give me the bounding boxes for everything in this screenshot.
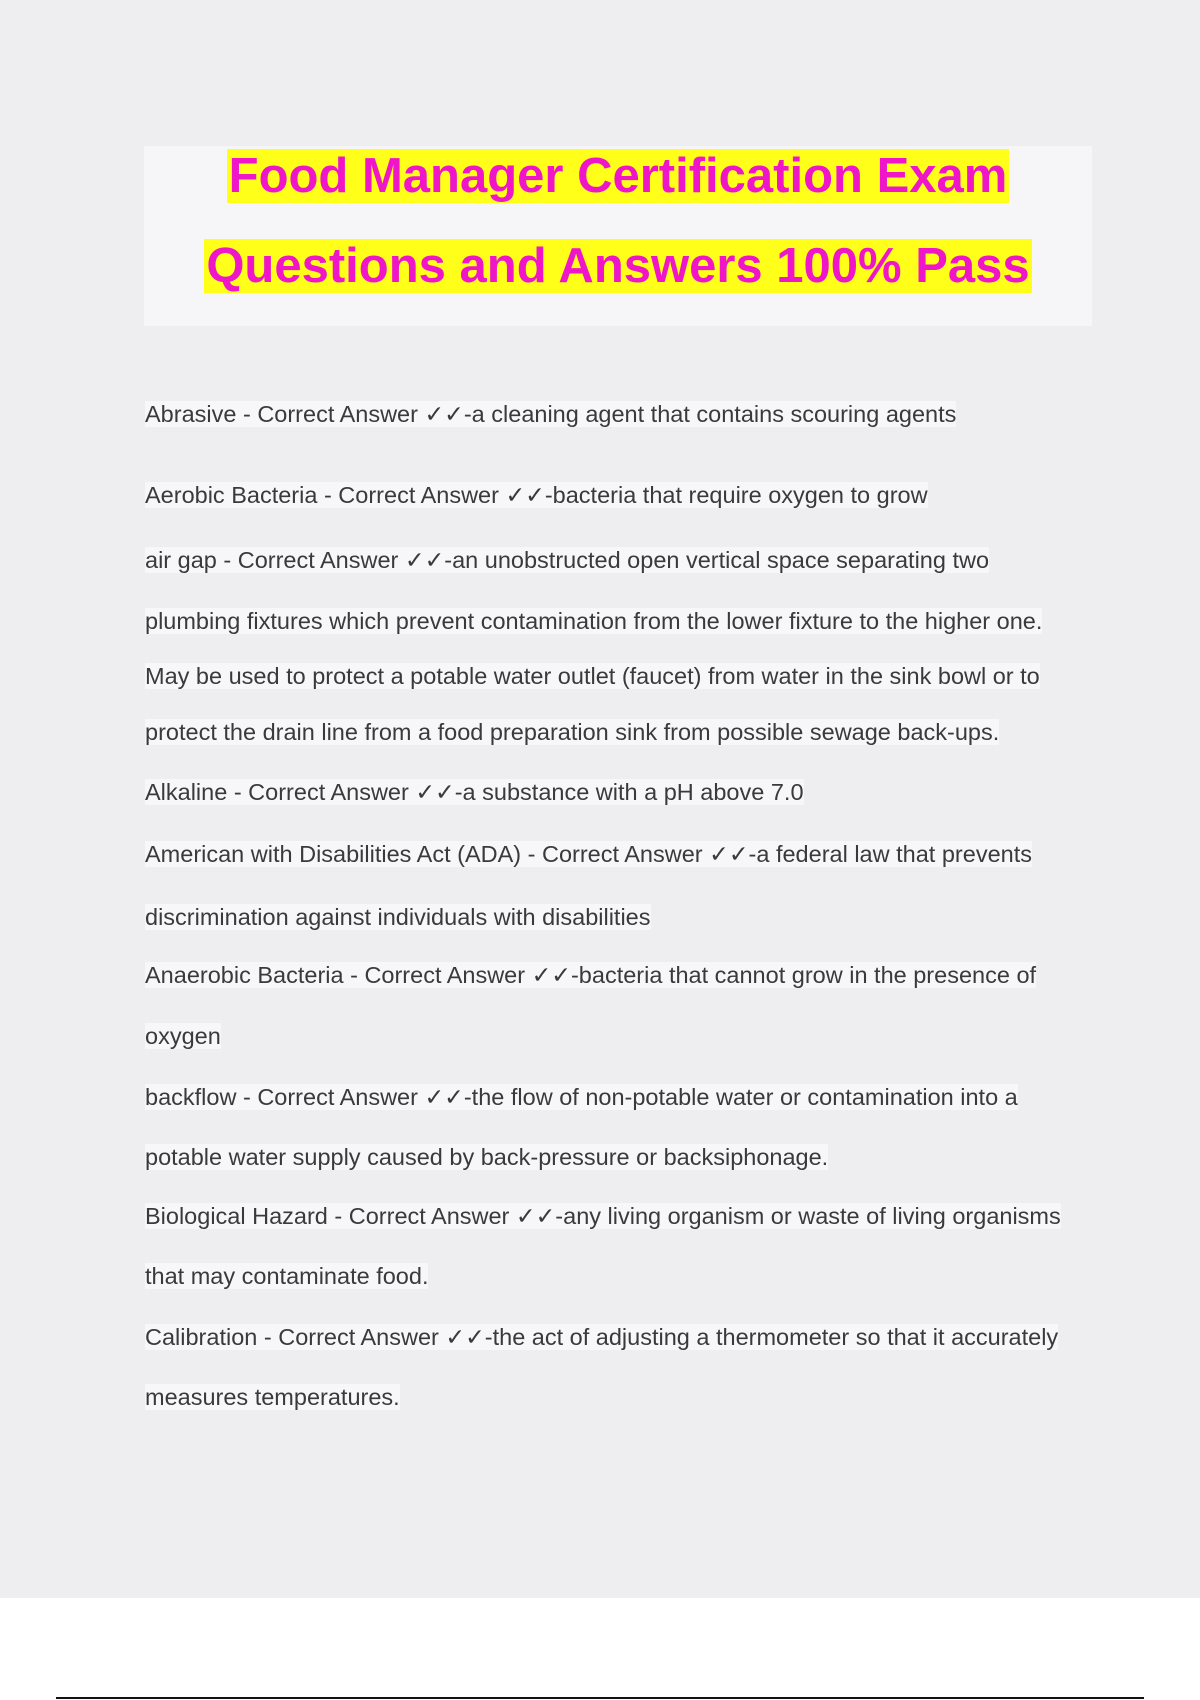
text-line: air gap - Correct Answer ✓✓-an unobstructed open vertical space separating two	[145, 547, 990, 573]
text-line: that may contaminate food.	[145, 1263, 429, 1289]
text-line: protect the drain line from a food preparation sink from possible sewage back-ups.	[145, 719, 1000, 745]
text-line: Biological Hazard - Correct Answer ✓✓-any living organism or waste of living organisms	[145, 1203, 1061, 1229]
text-line: potable water supply caused by back-pressure or backsiphonage.	[145, 1144, 829, 1170]
text-line: Anaerobic Bacteria - Correct Answer ✓✓-bacteria that cannot grow in the presence of	[145, 962, 1037, 988]
footer-divider	[56, 1697, 1144, 1699]
title-block	[144, 146, 1092, 326]
text-line: Alkaline - Correct Answer ✓✓-a substance with a pH above 7.0	[145, 779, 804, 805]
title-line-1: Food Manager Certification Exam	[228, 149, 1008, 203]
text-line: plumbing fixtures which prevent contamination from the lower fixture to the higher one.	[145, 608, 1043, 634]
text-line: Aerobic Bacteria - Correct Answer ✓✓-bacteria that require oxygen to grow	[145, 482, 928, 508]
text-line: backflow - Correct Answer ✓✓-the flow of non-potable water or contamination into a	[145, 1084, 1018, 1110]
text-line: American with Disabilities Act (ADA) - Correct Answer ✓✓-a federal law that prevents	[145, 841, 1032, 867]
text-line: Calibration - Correct Answer ✓✓-the act of adjusting a thermometer so that it accurately	[145, 1324, 1059, 1350]
text-line: Abrasive - Correct Answer ✓✓-a cleaning agent that contains scouring agents	[145, 401, 957, 427]
title-line-2: Questions and Answers 100% Pass	[206, 239, 1030, 293]
text-line: discrimination against individuals with disabilities	[145, 904, 651, 930]
text-line: oxygen	[145, 1023, 221, 1049]
text-line: May be used to protect a potable water outlet (faucet) from water in the sink bowl or to	[145, 663, 1040, 689]
text-line: measures temperatures.	[145, 1384, 400, 1410]
